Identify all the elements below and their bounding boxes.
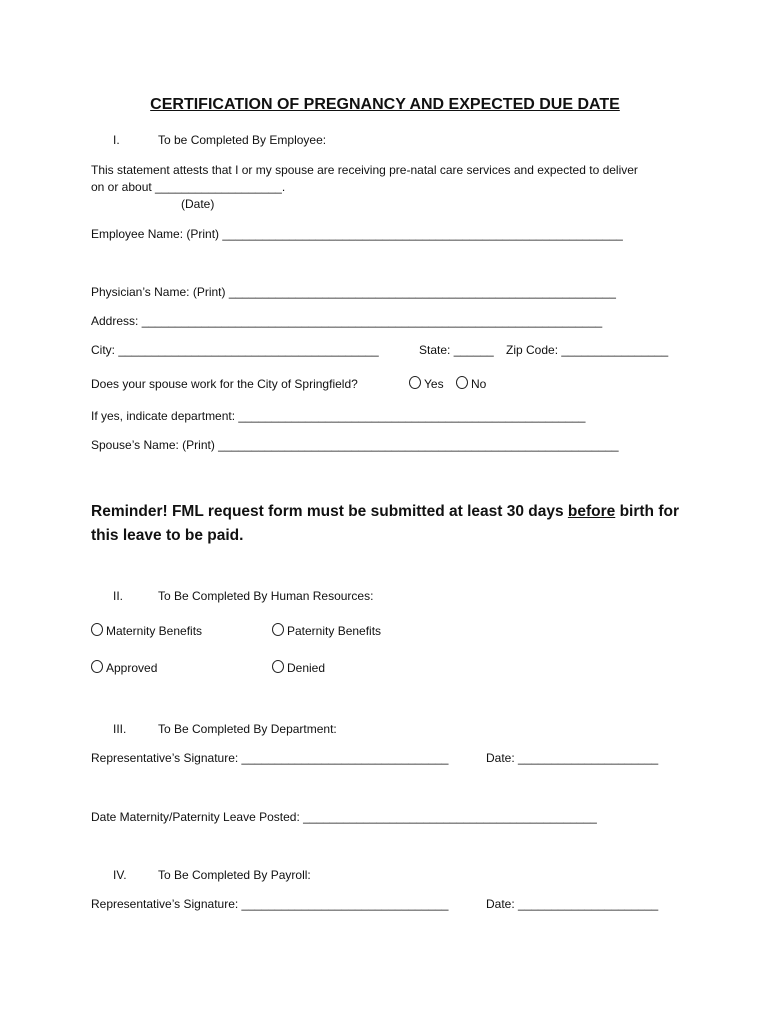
city-field[interactable]: City: _______________________________________ (91, 343, 379, 357)
radio-circle-icon[interactable] (91, 623, 103, 636)
zip-code-field[interactable]: Zip Code: ________________ (506, 343, 669, 357)
section-1-heading: To be Completed By Employee: (158, 133, 327, 147)
section-2-heading: To Be Completed By Human Resources: (158, 589, 374, 603)
payroll-rep-signature-field[interactable]: Representative’s Signature: _______________________________ (91, 897, 449, 911)
page-title: CERTIFICATION OF PREGNANCY AND EXPECTED DUE DATE (150, 96, 620, 113)
payroll-date-field[interactable]: Date: _____________________ (486, 897, 659, 911)
radio-circle-icon[interactable] (456, 376, 468, 389)
denied-option[interactable]: Denied (272, 660, 325, 675)
spouse-yes-option[interactable] (409, 376, 444, 391)
yes-label: Yes (424, 377, 444, 391)
employee-name-field[interactable]: Employee Name: (Print) ____________________________________________________________ (91, 227, 623, 241)
section-3-heading: To Be Completed By Department: (158, 722, 337, 736)
address-field[interactable]: Address: _____________________________________________________________________ (91, 314, 603, 328)
section-3-number: III. (113, 722, 127, 736)
physician-name-field[interactable]: Physician’s Name: (Print) __________________________________________________________ (91, 285, 616, 299)
department-rep-signature-field[interactable]: Representative’s Signature: _______________________________ (91, 751, 449, 765)
spouse-name-field[interactable]: Spouse’s Name: (Print) ____________________________________________________________ (91, 438, 619, 452)
reminder-line-2: this leave to be paid. (91, 527, 244, 544)
department-date-field[interactable]: Date: _____________________ (486, 751, 659, 765)
state-field[interactable]: State: ______ (419, 343, 494, 357)
paternity-benefits-option[interactable]: Paternity Benefits (272, 623, 381, 638)
statement-line-1: This statement attests that I or my spouse are receiving pre-natal care services and expected to deliver (91, 163, 638, 177)
radio-circle-icon[interactable] (91, 660, 103, 673)
radio-circle-icon[interactable] (272, 623, 284, 636)
reminder-emphasis: before (567, 503, 616, 520)
spouse-question: Does your spouse work for the City of Springfield? (91, 377, 358, 391)
approved-option[interactable]: Approved (91, 660, 157, 675)
radio-circle-icon[interactable] (409, 376, 421, 389)
leave-posted-date-field[interactable]: Date Maternity/Paternity Leave Posted: ____________________________________________ (91, 810, 597, 824)
radio-circle-icon[interactable] (272, 660, 284, 673)
section-4-heading: To Be Completed By Payroll: (158, 868, 311, 882)
no-label: No (471, 377, 487, 391)
due-date-field[interactable]: on or about ___________________. (91, 180, 286, 194)
spouse-no-option[interactable] (456, 376, 486, 391)
department-field[interactable]: If yes, indicate department: ____________________________________________________ (91, 409, 586, 423)
section-1-number: I. (113, 133, 120, 147)
maternity-benefits-option[interactable]: Maternity Benefits (91, 623, 202, 638)
reminder-line-1: Reminder! FML request form must be submitted at least 30 days before birth for (91, 503, 679, 520)
date-caption: (Date) (181, 197, 215, 211)
section-4-number: IV. (113, 868, 127, 882)
section-2-number: II. (113, 589, 124, 603)
